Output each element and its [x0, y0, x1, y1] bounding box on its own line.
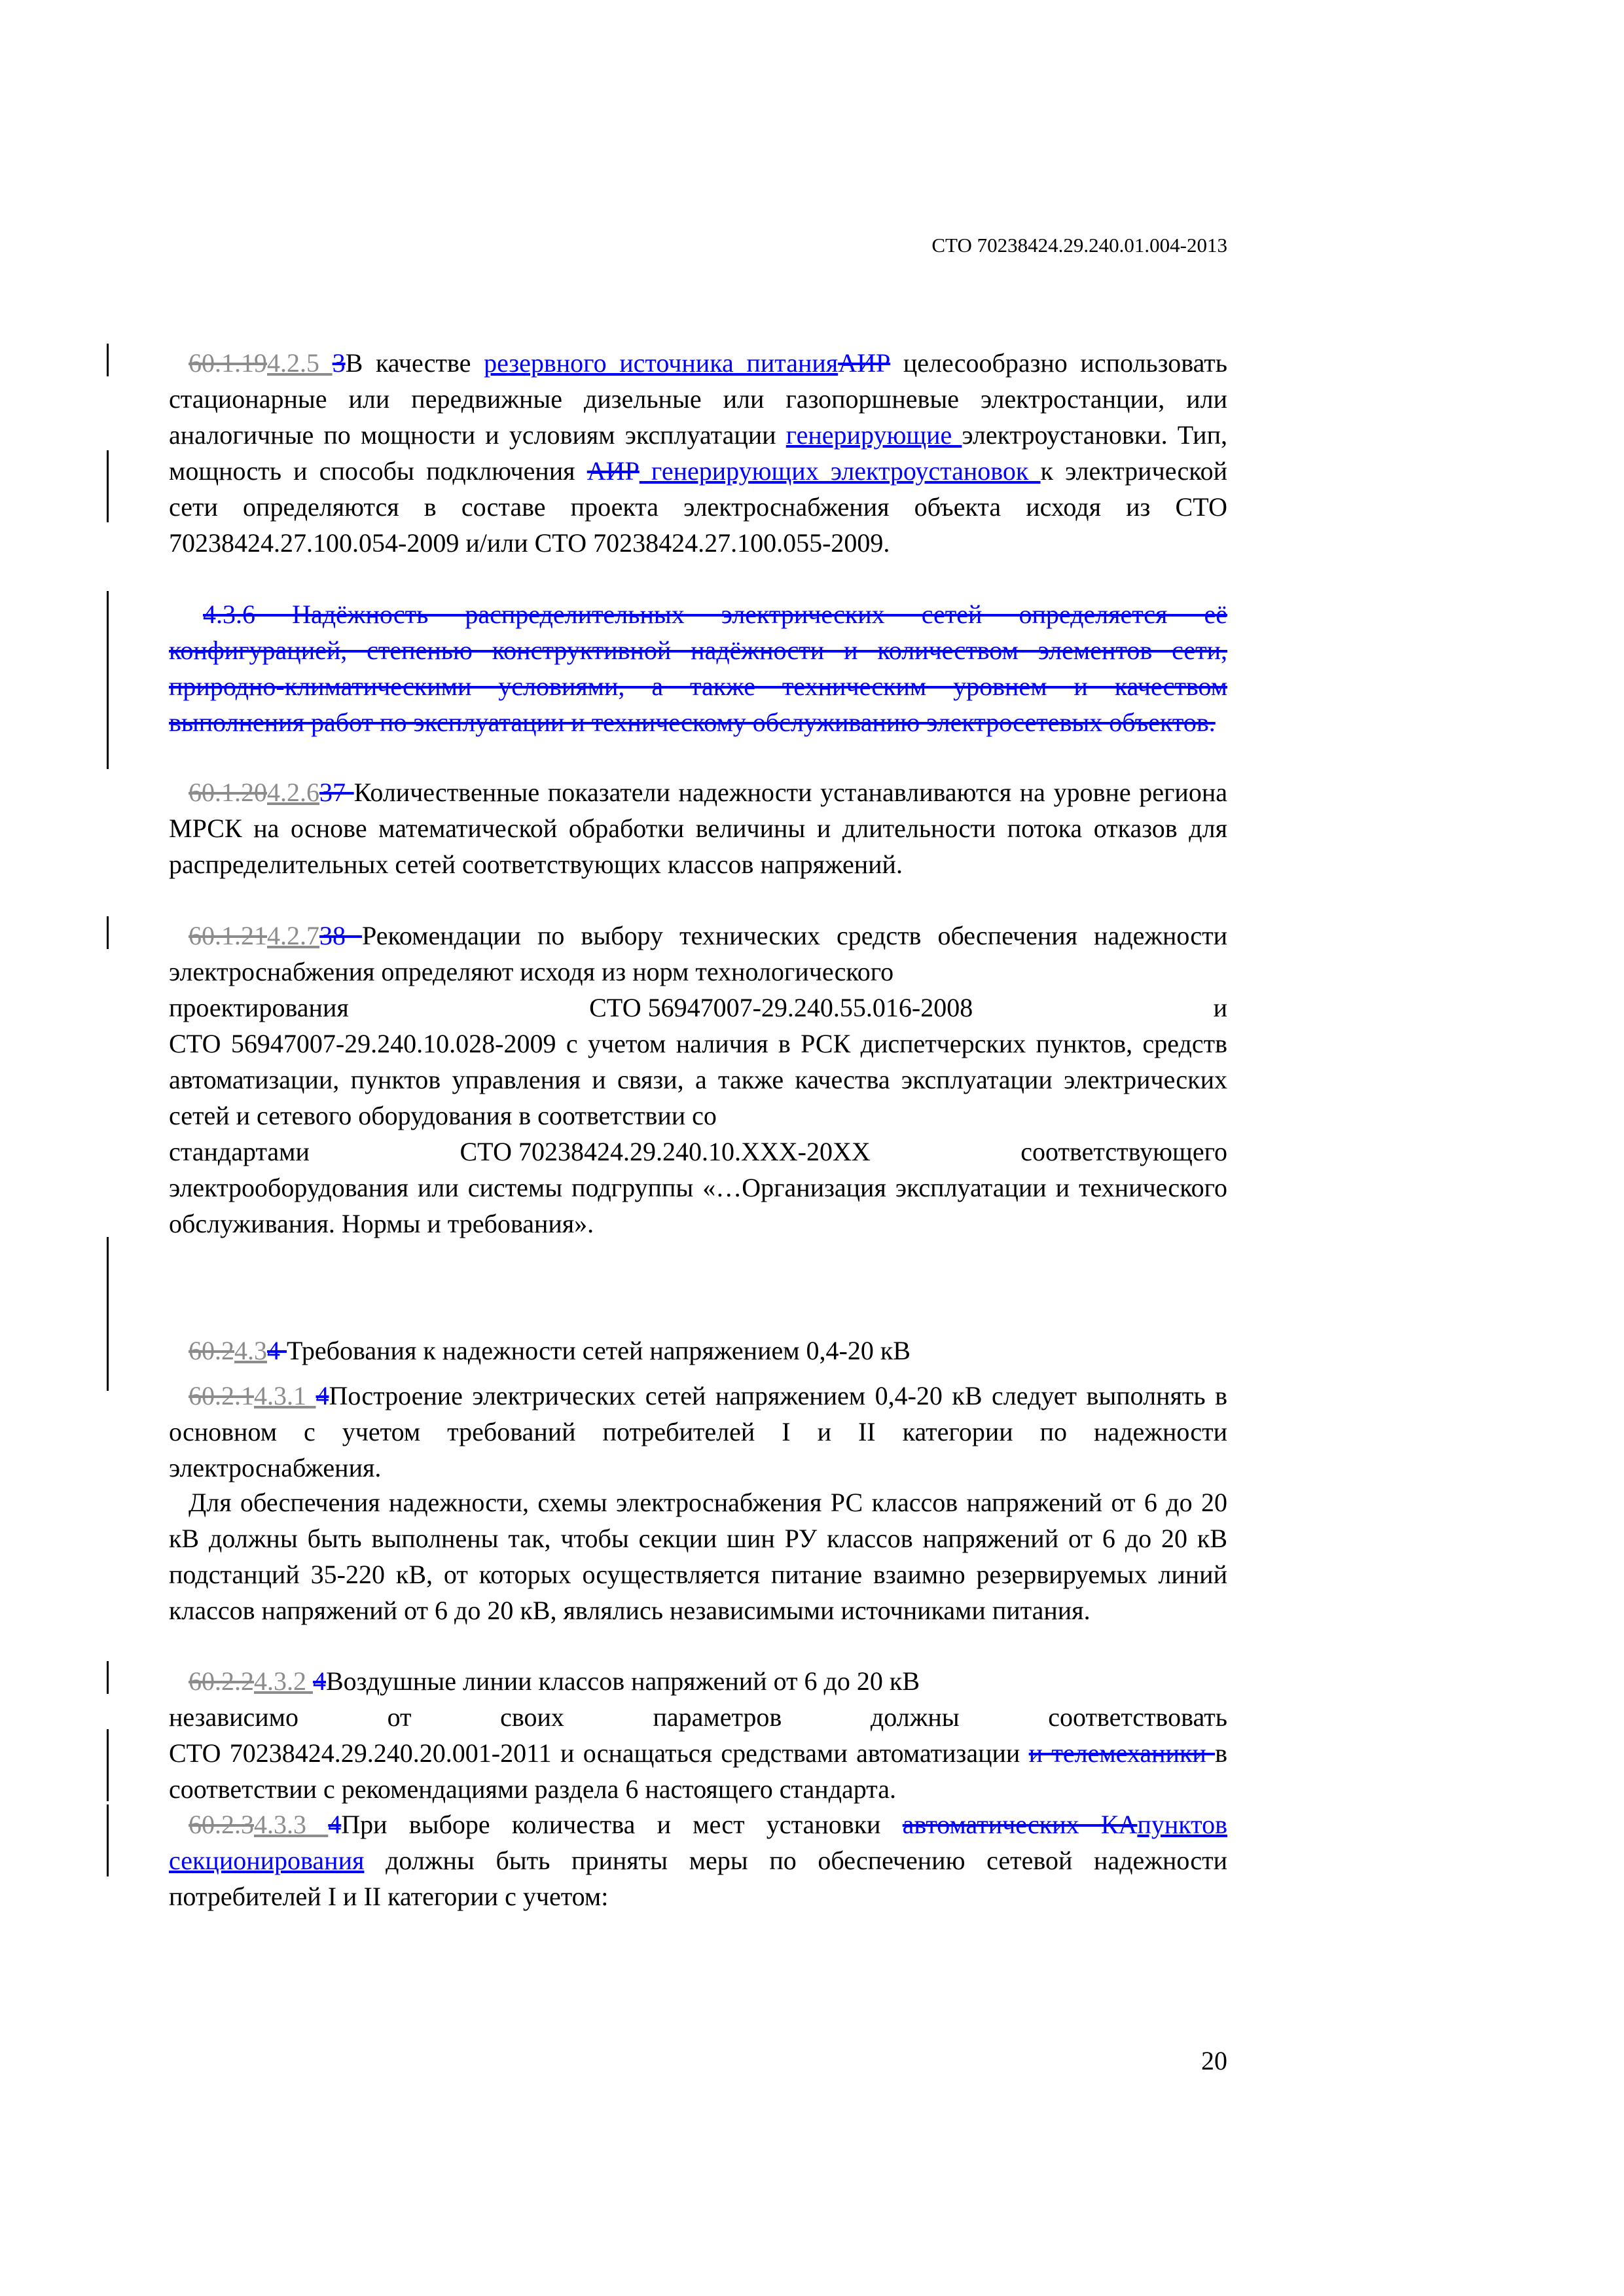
paragraph-text: СТО 56947007-29.240.10.028-2009 с учетом наличия в РСК диспетчерских пунктов, средств автоматизации, пунктов управления и связи, а также качества эксплуатации электрических сетей и сетевого оборудования в соответствии со: [169, 1029, 1227, 1130]
change-bar: [107, 916, 109, 949]
paragraph-4-3-2-line: [169, 1699, 1227, 1735]
clause-number: 4.3: [234, 1336, 267, 1365]
line-word: стандартами: [169, 1137, 310, 1166]
paragraph-text: При выборе количества и мест установки: [341, 1810, 903, 1839]
inserted-text: резервного источника питания: [484, 348, 839, 378]
paragraph-text: Воздушные линии классов напряжений от 6 до 20 кВ: [326, 1666, 920, 1696]
paragraph-4-3-1: [169, 1378, 1227, 1486]
line-word: от: [387, 1702, 412, 1732]
old-clause-number: 60.2.1: [189, 1381, 254, 1410]
paragraph-text: электрооборудования или системы подгруппы «…Организация эксплуатации и технического обслуживания. Нормы и требования».: [169, 1173, 1227, 1238]
change-bar: [107, 591, 109, 769]
clause-number: 4.2.6: [267, 778, 319, 807]
line-word: и: [1213, 993, 1227, 1022]
heading-text: Требования к надежности сетей напряжением 0,4-20 кВ: [287, 1336, 911, 1365]
paragraph-text: Количественные показатели надежности устанавливаются на уровне региона МРСК на основе математической обработки величины и длительности потока отказов для распределительных сетей соответствующих классов напряжений.: [169, 778, 1227, 879]
paragraph-text: Рекомендации по выбору технических средств обеспечения надежности электроснабжения определяют исходя из норм технологического: [169, 921, 1228, 986]
paragraph-4-3-2-continued: [169, 1735, 1227, 1807]
deleted-number: 4: [328, 1810, 342, 1839]
deleted-number: 38: [319, 921, 363, 950]
old-clause-number: 60.1.20: [189, 778, 267, 807]
paragraph-text: целесообразно использовать стационарные или передвижные дизельные или газопоршневые электростанции, или аналогичные по мощности и условиям эксплуатации: [169, 348, 1228, 450]
change-bar: [107, 450, 109, 522]
paragraph-4-2-7: [169, 918, 1227, 990]
deleted-number: 4: [313, 1666, 326, 1696]
change-bar: [107, 1661, 109, 1694]
line-word: своих: [500, 1702, 564, 1732]
old-clause-number: 60.2.2: [189, 1666, 254, 1696]
paragraph-4-2-7-continued: [169, 1026, 1227, 1134]
standard-reference: СТО 56947007-29.240.55.016-2008: [589, 993, 973, 1022]
page-number: 20: [1201, 2046, 1227, 2075]
deleted-number: 3: [332, 348, 346, 378]
deleted-text: и телемеханики: [1028, 1738, 1216, 1768]
inserted-text: пунктов секционирования: [169, 1810, 1227, 1875]
clause-number: 4.2.5: [267, 348, 333, 378]
paragraph-4-2-6: [169, 774, 1227, 882]
paragraph-text: Для обеспечения надежности, схемы электроснабжения РС классов напряжений от 6 до 20 кВ должны быть выполнены так, чтобы секции шин РУ классов напряжений от 6 до 20 кВ подстанций 35-220 кВ, от которых осуществляется питание взаимно резервируемых линий классов напряжений от 6 до 20 кВ, являлись независимыми источниками питания.: [169, 1488, 1227, 1625]
clause-number: 4.3.1: [254, 1381, 316, 1410]
change-bar: [107, 344, 109, 376]
paragraph-text: к электрической сети определяются в составе проекта электроснабжения объекта исходя из СТО 70238424.27.100.054-2009 и/или СТО 70238424.27.100.055-2009.: [169, 456, 1228, 558]
inserted-text: генерирующие: [785, 420, 962, 450]
clause-number: 4.3.3: [254, 1810, 329, 1839]
deleted-number: 4: [316, 1381, 329, 1410]
deleted-number: 37: [319, 778, 354, 807]
deleted-paragraph-4-3-6: [169, 596, 1227, 740]
line-word: независимо: [169, 1702, 298, 1732]
deleted-text: АИР: [586, 456, 640, 486]
old-clause-number: 60.1.21: [189, 921, 267, 950]
paragraph-text: В качестве: [345, 348, 484, 378]
change-bar: [107, 1804, 109, 1876]
line-word: соответствовать: [1048, 1702, 1227, 1732]
deleted-text: 4.3.6 Надёжность распределительных электрических сетей определяется её конфигурацией, степенью конструктивной надёжности и количеством элементов сети, природно-климатическими условиями, а также техническим уровнем и качеством выполнения работ по эксплуатации и техническому обслуживанию электросетевых объектов.: [169, 600, 1227, 737]
change-bar: [107, 1237, 109, 1391]
paragraph-reliability-schemes: [169, 1484, 1227, 1628]
paragraph-4-3-3: [169, 1806, 1227, 1914]
old-clause-number: 60.2.3: [189, 1810, 254, 1839]
document-code-header: СТО 70238424.29.240.01.004-2013: [931, 234, 1227, 257]
paragraph-4-2-7-line: [169, 1134, 1227, 1170]
clause-number: 4.3.2: [254, 1666, 313, 1696]
section-heading-4-3: [169, 1333, 1227, 1369]
paragraph-text: Построение электрических сетей напряжением 0,4-20 кВ следует выполнять в основном с учетом требований потребителей I и II категории по надежности электроснабжения.: [169, 1381, 1227, 1482]
standard-reference: СТО 70238424.29.240.10.XXX-20XX: [460, 1137, 871, 1166]
paragraph-4-2-5: [169, 345, 1227, 561]
line-word: проектирования: [169, 993, 349, 1022]
line-word: соответствующего: [1020, 1137, 1227, 1166]
inserted-text: генерирующих электроустановок: [639, 456, 1041, 486]
line-word: должны: [870, 1702, 960, 1732]
deleted-text: автоматических КА: [902, 1810, 1138, 1839]
paragraph-text: СТО 70238424.29.240.20.001-2011 и оснащаться средствами автоматизации: [169, 1738, 1029, 1768]
deleted-text: АИР: [838, 348, 891, 378]
paragraph-text: в соответствии с рекомендациями раздела 6 настоящего стандарта.: [169, 1738, 1227, 1804]
old-clause-number: 60.2: [189, 1336, 234, 1365]
paragraph-4-2-7-line: [169, 990, 1227, 1026]
paragraph-4-3-2: [169, 1663, 1227, 1699]
clause-number: 4.2.7: [267, 921, 319, 950]
deleted-number: 4: [267, 1336, 287, 1365]
line-word: параметров: [653, 1702, 782, 1732]
paragraph-4-2-7-end: [169, 1170, 1227, 1242]
change-bar: [107, 1729, 109, 1801]
paragraph-text: электроустановки. Тип, мощность и способы подключения: [169, 420, 1227, 486]
paragraph-text: должны быть приняты меры по обеспечению сетевой надежности потребителей I и II категории с учетом:: [169, 1846, 1227, 1911]
old-clause-number: 60.1.19: [189, 348, 267, 378]
